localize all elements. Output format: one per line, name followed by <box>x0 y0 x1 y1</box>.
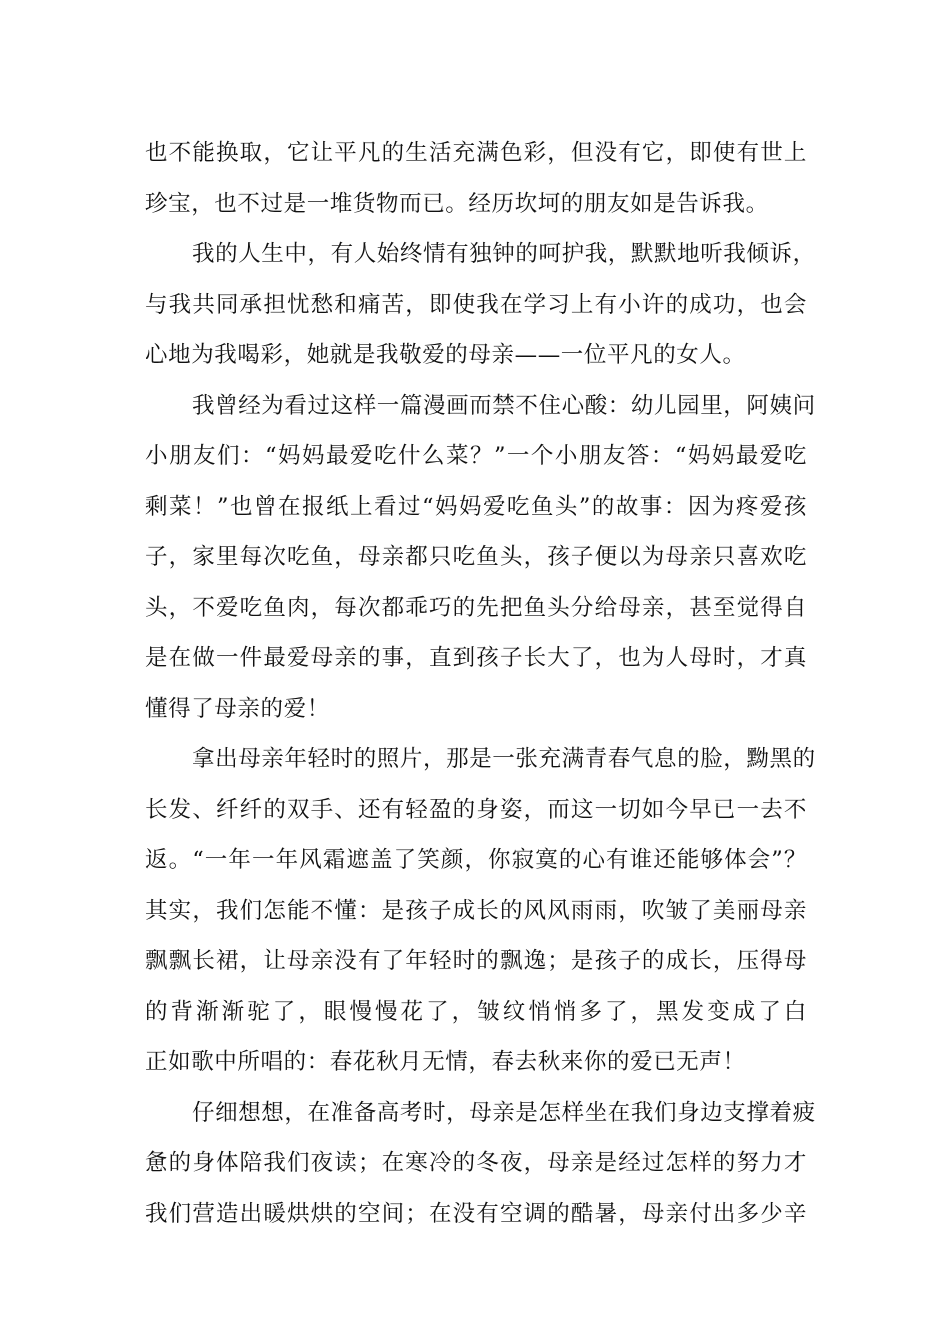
text-line: 正如歌中所唱的：春花秋月无情，春去秋来你的爱已无声！ <box>145 1049 746 1075</box>
text-line: 懂得了母亲的爱！ <box>145 695 330 722</box>
text-line: 头，不爱吃鱼肉，每次都乖巧的先把鱼头分给母亲，甚至觉得自 <box>145 594 807 621</box>
text-line: 飘飘长裙，让母亲没有了年轻时的飘逸；是孩子的成长，压得母 <box>145 948 807 974</box>
text-line: 小朋友们：“妈妈最爱吃什么菜？”一个小朋友答：“妈妈最爱吃 <box>145 443 807 469</box>
text-line: 珍宝，也不过是一堆货物而已。经历坎坷的朋友如是告诉我。 <box>145 190 769 217</box>
text-line: 惫的身体陪我们夜读；在寒冷的冬夜，母亲是经过怎样的努力才 <box>145 1150 807 1176</box>
text-line: 与我共同承担忧愁和痛苦，即使我在学习上有小许的成功，也会 <box>145 291 807 318</box>
text-line: 子，家里每次吃鱼，母亲都只吃鱼头，孩子便以为母亲只喜欢吃 <box>145 544 807 570</box>
paragraph-start-line: 我的人生中，有人始终情有独钟的呵护我，默默地听我倾诉， <box>192 241 816 267</box>
text-line: 也不能换取，它让平凡的生活充满色彩，但没有它，即使有世上 <box>145 140 807 166</box>
text-line: 我们营造出暖烘烘的空间；在没有空调的酷暑，母亲付出多少辛 <box>145 1200 807 1227</box>
text-line: 心地为我喝彩，她就是我敬爱的母亲——一位平凡的女人。 <box>145 342 746 368</box>
text-line: 的背渐渐驼了，眼慢慢花了，皱纹悄悄多了，黑发变成了白 <box>145 998 807 1025</box>
paragraph-start-line: 仔细想想，在准备高考时，母亲是怎样坐在我们身边支撑着疲 <box>192 1099 816 1126</box>
text-line: 长发、纤纤的双手、还有轻盈的身姿，而这一切如今早已一去不 <box>145 796 807 823</box>
paragraph-start-line: 拿出母亲年轻时的照片，那是一张充满青春气息的脸，黝黑的 <box>192 746 816 772</box>
text-line: 剩菜！”也曾在报纸上看过“妈妈爱吃鱼头”的故事：因为疼爱孩 <box>145 493 807 520</box>
paragraph-start-line: 我曾经为看过这样一篇漫画而禁不住心酸：幼儿园里，阿姨问 <box>192 392 816 419</box>
text-line: 其实，我们怎能不懂：是孩子成长的风风雨雨，吹皱了美丽母亲 <box>145 897 807 924</box>
text-line: 是在做一件最爱母亲的事，直到孩子长大了，也为人母时，才真 <box>145 645 807 671</box>
essay-text <box>145 128 816 1239</box>
text-line: 返。“一年一年风霜遮盖了笑颜，你寂寞的心有谁还能够体会”？ <box>145 847 807 873</box>
